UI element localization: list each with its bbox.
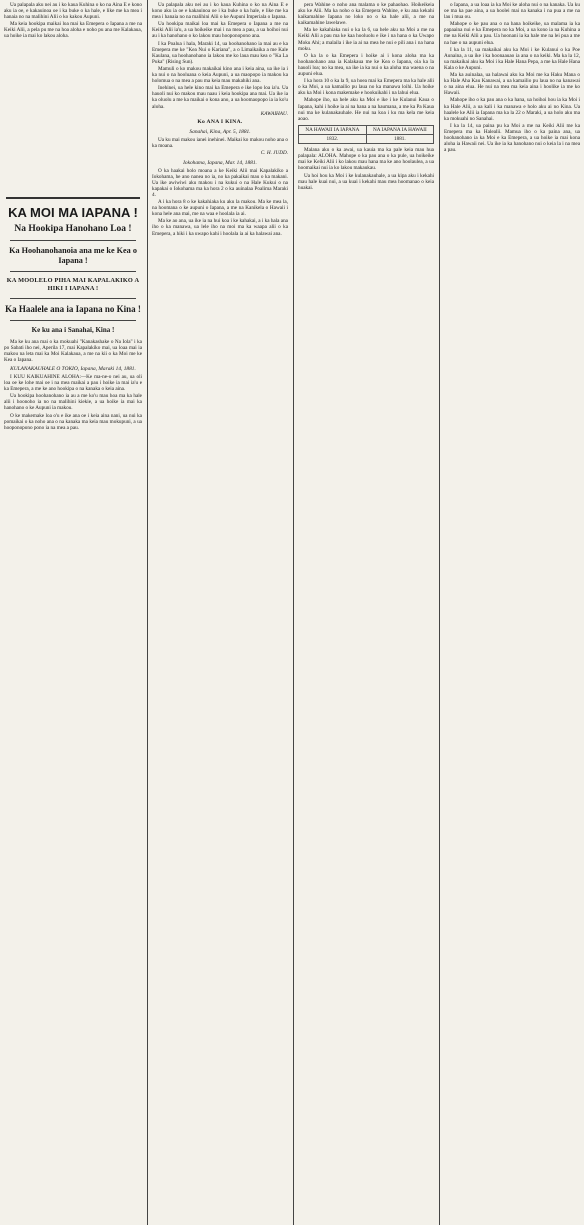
body-paragraph: Ma keia hookipa maikai loa mai ka Emepera o Iapana a me na Keiki Alii, a pela pu me na hoa aloha e noho pu ana me Kalakaua, ua hoike ia mai ko lakou aloha. xyxy=(4,21,142,40)
body-paragraph: pera Wahine o noho ana malama o ke pahaohao. Hoikeikeia aku ke Alii. Ma ka noho o ka Emepera Wahine, e ku ana kekahi kaikamahine Iapana no loko no o ka hale alii, a me na kaikamahine lawelawe. xyxy=(298,2,434,27)
body-paragraph: O ka la o ka Emepera i hoike ai i kona aloha ma ka hoohanohano ana ia Kalakaua me ke Kea o Iapana, oia ka la hauoli loa; no ka mea, ua ike ia ka nui o ka aloha ma waena o na aupuni elua. xyxy=(298,52,434,78)
divider xyxy=(10,298,136,299)
signature: C. H. JUDD. xyxy=(260,150,288,157)
body-paragraph: O ke makemake loa o'u e ike ana oe i keia aina nani, ua nui ka pomaikai o ka noho ana o na kanaka ma keia mau mokupuni, a ua hooponopono pono ia na mea a pau. xyxy=(4,412,142,431)
body-paragraph: A i ka hora 8 o ke kakahiaka ku aku la makou. Ma ke mea la, na hoomana o ke aupuni o Iapana, a me na Kanikela o Hawaii i kona hele ana mai, me na waa e hoolala ia ai. xyxy=(152,199,288,218)
column-1 xyxy=(0,0,146,1225)
section-heading: Ko ANA I KINA. xyxy=(197,119,243,125)
body-paragraph: I ka Poalua i hala, Maraki 14, ua hoohanohano ia mai au e ka Emepera me ke "Kea Nui o Kariana", a o Limaikaika a me Kale Kaulana, ua hoohanohano ia lakou me ko laua mau kea o "Ka La Puka" (Rising Sun). xyxy=(152,40,288,65)
body-paragraph: I KUU KAIKUAHINE ALOHA:—Ke ma-ne-o nei au, ua oli loa oe ke lohe mai oe i na mea maikai a pau i hoike ia mai ia'u e ka Emepera, a me ke ano hookipa o na kanaka o keia aina. xyxy=(4,373,142,393)
body-paragraph: Malana aku o ka awai, ua kauia ma ka pale keia mau hua palapala: ALOHA. Mahope o ka pau ana o ka pule, ua hoikeike mai ke Keiki Alii i ko lakou mau hana ma ke ano hoolaulea, a ua hoomaikai nui ia ko lakou makaukau. xyxy=(298,147,434,172)
body-paragraph: Ua hookipa maikai loa mai ka Emepera o Iapana a me na Keiki Alii ia'u, a ua hoikeike mai i na mea a pau, a ua hoihoi nui au i ka hanohano o ko lakou mau hooponopono ana. xyxy=(152,21,288,40)
table-header: NA HAWAII IA IAPANA xyxy=(299,125,367,134)
deck-2: Ka Hoohanohanoia ana me ke Kea o Iapana ! xyxy=(9,245,137,265)
dateline: KULANAKAUHALE O TOKIO, Iapana, Maraki 14, 1881. xyxy=(10,365,136,372)
comparison-table xyxy=(298,125,434,144)
body-paragraph: Ma ke kakahiaka nui o ka la 6, ua hele aku na Moi a me na Keiki Alii a pau ma ke kaa hooluolu e ike i na hana o ka Uwapo Moku Ahi; a malaila i ike ia ai na mea he nui e pili ana i na hana moku. xyxy=(298,27,434,52)
body-paragraph: Mahope o ke pau ana o na hana hoikeike, ua malama ia ka papaaina nui e ka Emepera no ka Moi, a ua kono ia na Kuhina a me na Keiki Alii a pau. Ua hoonani ia ka hale me na lei pua a me na hae o na aupuni elua. xyxy=(444,21,580,46)
dateline-heading: Ke ku ana i Sanahai, Kina ! xyxy=(31,325,115,334)
body-paragraph: Ua palapala aku nei au i ko kaua Kuhina o ko na Aina E e kono aku ia oe, e kakauinoa oe i ka buke o ka hale, e like me ka mea i hanaia no na malihini Alii o ko kakou Aupuni. xyxy=(4,2,142,21)
headline: KA MOI MA IAPANA ! xyxy=(8,204,138,220)
dateline: Iokohama, Iapana, Mar. 14, 1881. xyxy=(183,159,257,166)
body-paragraph: Mahope iho, ua hele aku ka Moi e ike i ke Kulanui Kaua o Iapana, kahi i hoike ia ai na hana a na haumana, a me ka Pa Kaua nui ma ke kulanakauhale. He nui na koa i ku ma kela me keia aoao. xyxy=(298,97,434,122)
table-cell: 1881. xyxy=(366,134,433,143)
body-paragraph: Inehinei, ua hele kino mai ka Emepera e ike lopo loa ia'u. Ua hauoli nui ko makou mau naau i keia hookipa ana mai. Ua ike ia ka oluolu a me ka maikai o kona ano, a ua hoomaopopo ia ia ko'u aloha. xyxy=(152,85,288,110)
divider xyxy=(6,197,140,199)
body-paragraph: Mamuli o ko makou makaikai kino ana i keia aina, ua ike ia i ka nui o na hooluana o keia Aupuni, a ua maopopo ia makou ka holomua o na mea a pau ma keia mau makahiki ana. xyxy=(152,65,288,85)
body-paragraph: I ka la 14, ua paina pu ka Moi a me na Keiki Alii me ka Emepera ma ka Halealii. Mamua iho o ka paina ana, ua hoohanohano ia ka Moi e ka Emepera, a ua hoike ia mai kona aloha ia Hawaii nei. Ua ike ia ka hanohano nui o keia la i na mea a pau. xyxy=(444,122,580,154)
blank-space xyxy=(4,41,142,191)
table-header: NA IAPANA IA HAWAII xyxy=(366,125,433,134)
divider xyxy=(10,240,136,241)
divider xyxy=(10,320,136,321)
body-paragraph: Ua ku mai makou ianei inehinei. Maikai ko makou noho ana o ka moana. xyxy=(152,137,288,150)
column-4 xyxy=(440,0,584,1225)
body-paragraph: Ua hookipa hoohanohano ia au a me ko'u mau hoa ma ka hale alii i hoonoho ia no na malihini kiekie, a ua hoike ia mai ka hanohano o ke Aupuni ia makou. xyxy=(4,393,142,412)
column-2 xyxy=(148,0,292,1225)
deck-3: KA MOOLELO PIHA MAI KAPALAKIKO A HIKI I IAPANA ! xyxy=(6,276,140,292)
body-paragraph: I ka la 11, ua makaikai aku ka Moi i ke Kulanui o ka Poe Aunaina, a ua ike i ka hoonaauao ia ana o na keiki. Ma ka la 12, ua makaikai aku ka Moi i ka Hale Hana Pepa, a me ka Hale Hana Kala o ke Aupuni. xyxy=(444,46,580,71)
body-paragraph: o Iapana, a ua loaa ia ka Moi ke aloha nui o na kanaka. Ua ku oe ma ka pae aina, a ua hoolei mai na kanaka i na pua a me na lau i mua ou. xyxy=(444,2,580,21)
body-paragraph: Mahope iho o ka pau ana o ka hana, ua hoihoi hou ia ka Moi i ka Hale Alii, a ua kali i ka manawa e holo aku ai no Kina. Ua haalele ke Alii ia Iapana ma ka la 22 o Maraki, a ua holo aku ma ka mokuahi no Sanahai. xyxy=(444,97,580,122)
body-paragraph: Ua palapala aku nei au i ko kaua Kuhina o ko na Aina E e kono aku ia oe e kakauinoa oe i ka buke o ka hale, e like me ka mea i hanaia no na malihini Alii o ke Aupuni Imperiala o Iapana. xyxy=(152,2,288,21)
body-paragraph: Ma ka auinalaa, ua halawai aku ka Moi me ka Haku Mana o ka Hale Aha Kau Kanawai, a ua kamailio pu laua no na kanawai o na aina elua. He nui na mea ma keia aina i hoolike ia me ko Hawaii. xyxy=(444,72,580,97)
signature: KAWAIHAU. xyxy=(260,110,288,117)
body-paragraph: O ka haakai holo moana a ke Keiki Alii mai Kapalakiko a Iokohama, he ano nanea no ia, no ka pakaikai mau o ka makani. Ua ike awiwiwi aku makou i na kukui o na Hale Kukui o na kapakai o Iokohama ma ka hora 2 o ka auinalaa Poalima Maraki 4. xyxy=(152,167,288,198)
deck-1: Na Hookipa Hanohano Loa ! xyxy=(14,223,132,234)
body-paragraph: Ua hoi hou ka Moi i ke kulanakauhale, a ua kipa aku i kekahi mau hale kuai nui, a ua kuai i kekahi mau mea hoomanao o keia huakai. xyxy=(298,172,434,191)
column-3 xyxy=(294,0,438,1225)
table-cell: 1832. xyxy=(299,134,367,143)
deck-4: Ka Haalele ana ia Iapana no Kina ! xyxy=(5,303,141,314)
body-paragraph: Ma ke ku ana mai o ka mokuahi "Kanakashake o Na Iola" i ka po Sabati iho nei, Aperila 17, mai Kapalakiko mai, ua loaa mai ia makou na leta mai ka Moi Kalakaua, a me na kii o ka Moi me ke Kea o Iapana. xyxy=(4,338,142,363)
dateline: Sanahai, Kina, Apr. 5, 1881. xyxy=(189,129,251,135)
divider xyxy=(10,271,136,272)
body-paragraph: Ma ke ao ana, ua ike ia na hui koa i ke kahakai, a i ka hala ana iho o ka manawa, ua lele iho na moi ma ka waapa alii o ka Emepera, a hiki i ka uwapo kahi i hoolala ia ai ka halawai ana. xyxy=(152,218,288,237)
body-paragraph: I ka hora 10 o ka la 9, ua hoea mai ka Emepera ma ka hale alii o ka Moi, a ua kamailio pu laua no ka manawa loihi. Ua hoike aku ka Moi i kona makemake e hookuikahi i na lahui elua. xyxy=(298,78,434,97)
